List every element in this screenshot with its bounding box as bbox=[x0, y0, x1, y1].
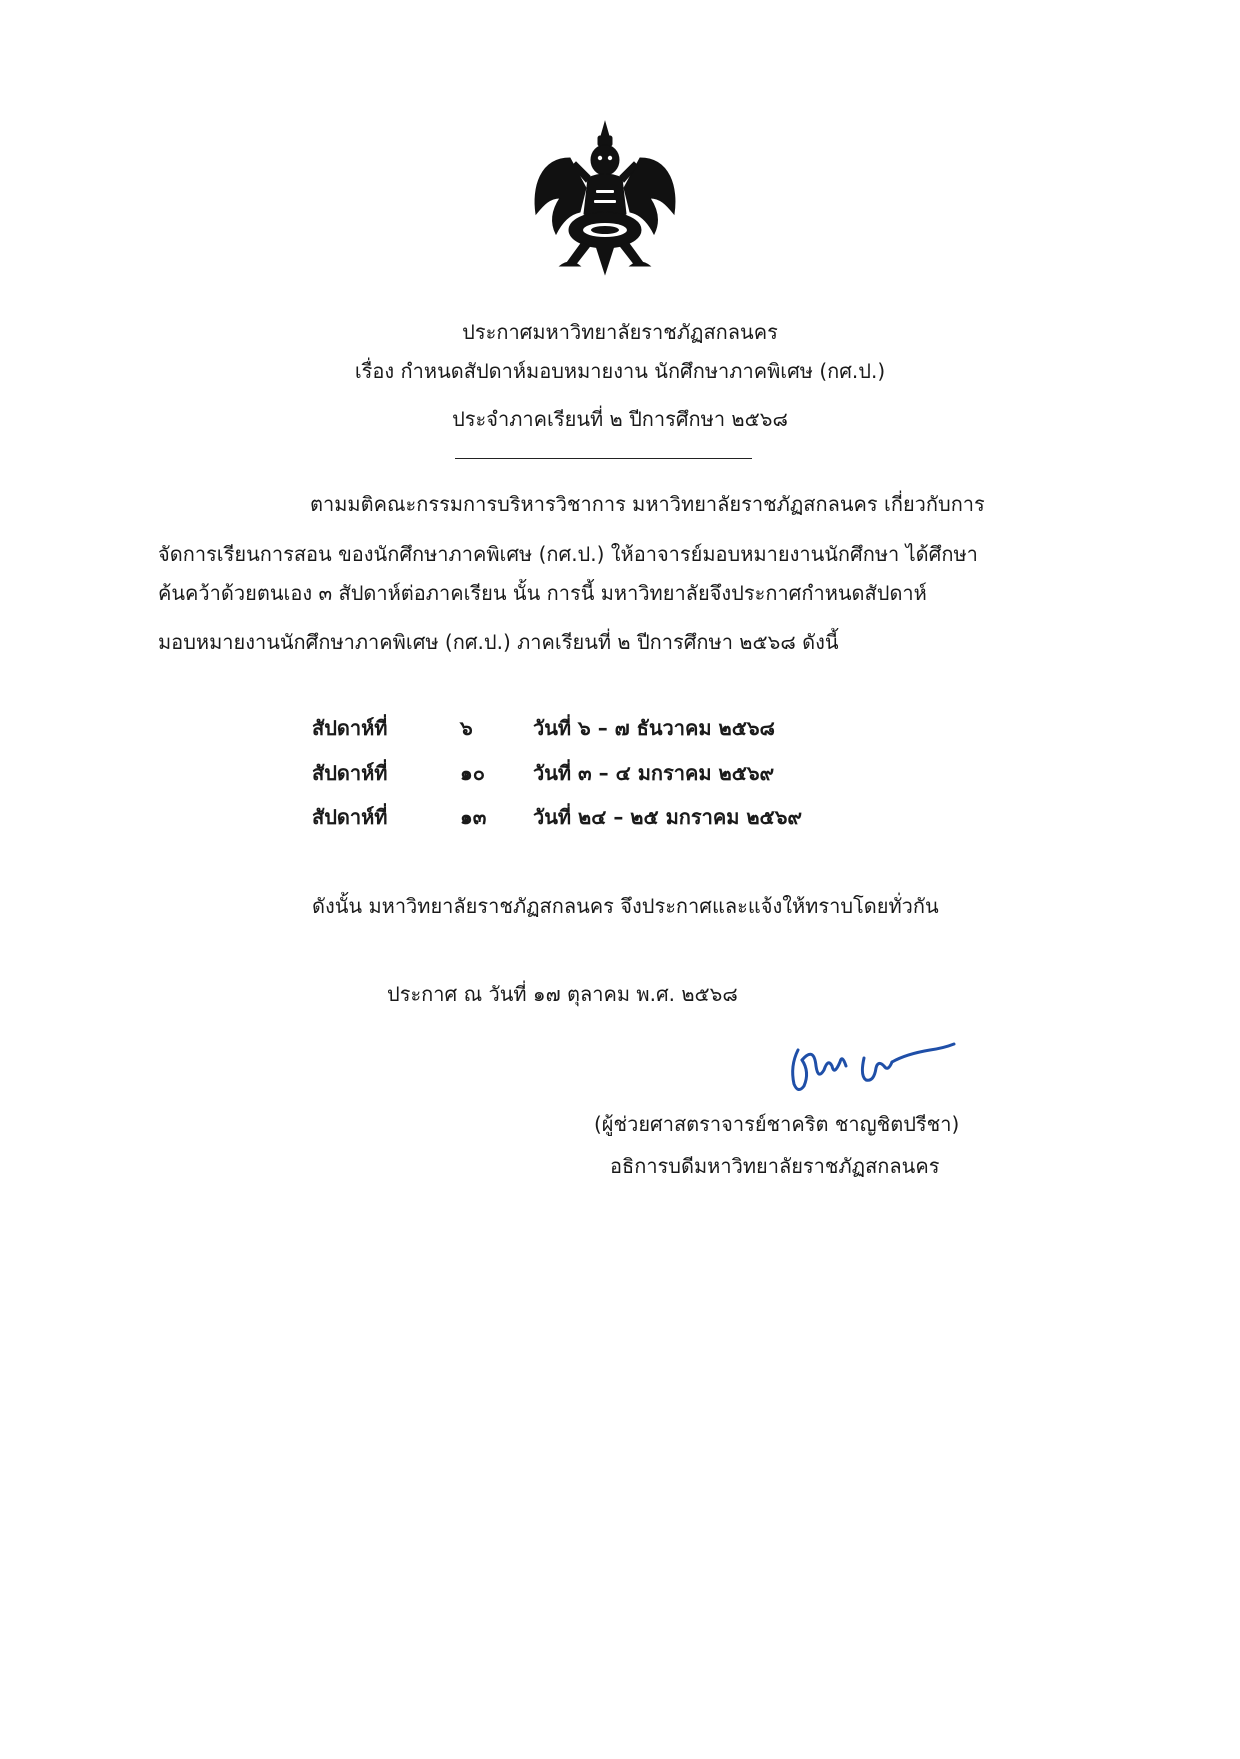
signatory-position: อธิการบดีมหาวิทยาลัยราชภัฏสกลนคร bbox=[610, 1154, 940, 1178]
garuda-emblem-icon bbox=[530, 118, 680, 276]
schedule-week-number: ๑๓ bbox=[460, 805, 487, 829]
announcement-subject: เรื่อง กำหนดสัปดาห์มอบหมายงาน นักศึกษาภาคพิเศษ (กศ.ป.) bbox=[354, 359, 886, 383]
body-line: ค้นคว้าด้วยตนเอง ๓ สัปดาห์ต่อภาคเรียน นั้น การนี้ มหาวิทยาลัยจึงประกาศกำหนดสัปดาห์ bbox=[158, 581, 927, 605]
announcement-title: ประกาศมหาวิทยาลัยราชภัฏสกลนคร bbox=[462, 320, 778, 344]
title-divider bbox=[455, 458, 752, 459]
schedule-date: วันที่ ๓ – ๔ มกราคม ๒๕๖๙ bbox=[533, 761, 775, 785]
closing-statement: ดังนั้น มหาวิทยาลัยราชภัฏสกลนคร จึงประกาศและแจ้งให้ทราบโดยทั่วกัน bbox=[312, 894, 939, 918]
schedule-date: วันที่ ๒๔ – ๒๕ มกราคม ๒๕๖๙ bbox=[533, 805, 803, 829]
announcement-date: ประกาศ ณ วันที่ ๑๗ ตุลาคม พ.ศ. ๒๕๖๘ bbox=[387, 982, 738, 1006]
announcement-term: ประจำภาคเรียนที่ ๒ ปีการศึกษา ๒๕๖๘ bbox=[452, 407, 788, 431]
schedule-row bbox=[0, 712, 1240, 746]
schedule-row bbox=[0, 757, 1240, 791]
schedule-week-label: สัปดาห์ที่ bbox=[312, 761, 388, 785]
schedule-week-label: สัปดาห์ที่ bbox=[312, 805, 388, 829]
schedule-week-number: ๖ bbox=[460, 716, 473, 740]
schedule-row bbox=[0, 801, 1240, 835]
body-line: ตามมติคณะกรรมการบริหารวิชาการ มหาวิทยาลัยราชภัฏสกลนคร เกี่ยวกับการ bbox=[310, 492, 985, 516]
schedule-week-number: ๑๐ bbox=[460, 761, 485, 785]
schedule-week-label: สัปดาห์ที่ bbox=[312, 716, 388, 740]
handwritten-signature bbox=[780, 1036, 960, 1098]
body-line: มอบหมายงานนักศึกษาภาคพิเศษ (กศ.ป.) ภาคเรียนที่ ๒ ปีการศึกษา ๒๕๖๘ ดังนี้ bbox=[158, 630, 839, 654]
signatory-name: (ผู้ช่วยศาสตราจารย์ชาคริต ชาญชิตปรีชา) bbox=[594, 1112, 960, 1136]
body-line: จัดการเรียนการสอน ของนักศึกษาภาคพิเศษ (กศ.ป.) ให้อาจารย์มอบหมายงานนักศึกษา ได้ศึกษา bbox=[158, 542, 978, 566]
schedule-date: วันที่ ๖ – ๗ ธันวาคม ๒๕๖๘ bbox=[533, 716, 775, 740]
